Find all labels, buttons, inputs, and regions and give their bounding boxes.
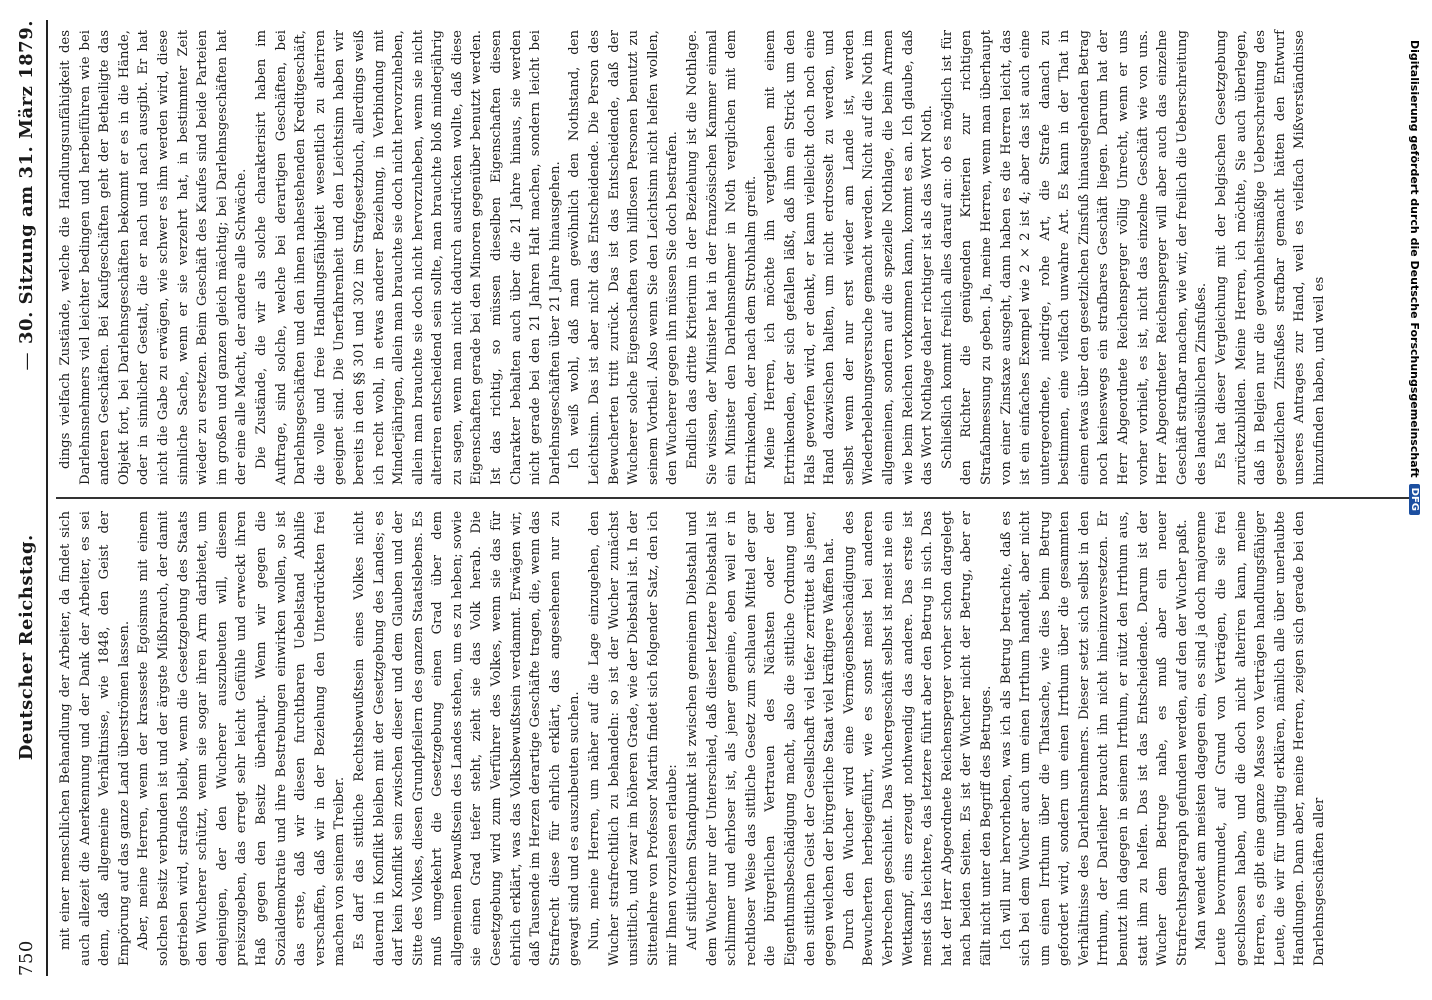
header-separator: — (15, 351, 37, 371)
publication-title: Deutscher Reichstag. (15, 534, 37, 761)
paragraph: Auf sittlichem Standpunkt ist zwischen gemeinem Diebstahl und dem Wucher nur der Unterschied, daß dieser letztere Diebstahl ist schlimmer und ehrloser ist, als jener gemeine, eben weil er in rechtloser Weise das sittliche Gesetz zum schlauen Mittel der gar die bürgerlichen Vertrauen des Nächsten oder der Eigenthumsbeschädigung macht, also die sittliche Ordnung und den sittlichen Geist der Gesellschaft viel tiefer zerrüttet als jener, gegen welchen der bürgerliche Staat viel kräftigere Waffen hat. (685, 511, 838, 966)
paragraph: Meine Herren, ich möchte ihn vergleichen mit einem Ertrinkenden, der sich gefallen läßt, daß ihm ein Strick um den Hals geworfen wird, er denkt, er kann vielleicht doch noch eine Hand dazwischen halten, um nicht erdrosselt zu werden, und selbst wenn der nur erst wieder am Lande ist, werden Wiederbelebungsversuche gemacht werden. Nicht auf die Noth im allgemeinen, sondern auf die spezielle Nothlage, die beim Armen wie beim Reichen vorkommen kann, kommt es an. Ich glaube, daß das Wort Nothlage daher richtiger ist als das Wort Noth. (763, 30, 936, 485)
paragraph: Es hat dieser Vergleichung mit der belgischen Gesetzgebung zurückzubilden. Meine Herren, ich möchte, Sie auch überlegen, daß in Belgien nur die gewohnheitsmäßige Ueberschreitung des gesetzlichen Zinsfußes strafbar gemacht hätten den Entwurf unseres Antrages zur Hand, weil es vielfach Mißverständnisse hinzufinden haben, und weil es (1214, 30, 1327, 485)
dfg-logo: DFG (1410, 484, 1421, 515)
paragraph: dings vielfach Zustände, welche die Handlungsunfähigkeit des Darlehnsnehmers viel leichter bedingen und herbeiführen wie bei anderen Geschäften. Bei Kaufgeschäften geht der Betheiligte das Objekt fort, bei Darlehnsgeschäften bekommt er es in die Hände, oder in sinnlicher Gestalt, die er nach und nach ausgibt. Er hat nicht die Gabe zu erwägen, wie schwer es ihm werden wird, diese sinnliche Sache, wenn er sie verzehrt hat, in bestimmter Zeit wieder zu ersetzen. Beim Geschäft des Kaufes sind beide Parteien im großen und ganzen gleich mächtig; bei Darlehnsgeschäften hat der eine alle Macht, der andere alle Schwäche. (58, 30, 250, 485)
paragraph: Man wendet am meisten dagegen ein, es sind ja doch majorenne Leute bevormundet, auf Grund von Verträgen, die sie frei geschlossen haben, und die doch nicht alteriren kann, meine Herren, es gibt eine ganze Masse von Verträgen handlungsfähiger Leute, die wir für ungiltig erklären, nämlich alle über unerlaubte Handlungen. Dann aber, meine Herren, zeigen sich gerade bei den Darlehnsgeschäften aller (1194, 511, 1327, 966)
page-number: 750 (15, 940, 37, 976)
page-header (8, 20, 44, 976)
paragraph: Endlich das dritte Kriterium in der Beziehung ist die Nothlage. Sie wissen, der Minister hat in der französischen Kammer einmal ein Minister den Darlehnsnehmer in Noth verglichen mit dem Ertrinkenden, der nach dem Strohhalm greift. (685, 30, 759, 485)
text-columns (56, 20, 1414, 976)
column-divider (56, 497, 1414, 499)
header-rule (46, 20, 48, 976)
paragraph: Aber, meine Herren, wenn der krasseste Egoismus mit einem solchen Besitz verbunden ist und der ärgste Mißbrauch, der damit getrieben wird, straflos bleibt, wenn die Gesetzgebung des Staats den Wucherer schützt, wenn sie sogar ihren Arm darbietet, um denjenigen, der den Wucherer auszubeuten will, diesem preiszugeben, das erregt sehr leicht Gefühle und erweckt ihren Haß gegen den Besitz überhaupt. Wenn wir gegen die Sozialdemokratie und ihre Bestrebungen einwirken wollen, so ist das erste, daß wir diesen furchtbaren Uebelstand Abhilfe verschaffen, daß wir in der Beziehung den Unterdrückten frei machen von seinem Treiber. (136, 511, 348, 966)
digitization-credit (1404, 40, 1426, 760)
credit-text: Digitalisierung gefördert durch die Deutsche Forschungsgemeinschaft (1408, 40, 1422, 478)
paragraph: Durch den Wucher wird eine Vermögensbeschädigung des Bewucherten herbeigeführt, wie es sonst meist bei anderen Verbrechen geschieht. Das Wuchergeschäft selbst ist meist nie ein Wettkampf, eins erzeugt nothwendig das andere. Das erste ist meist das leichtere, das letztere führt aber den Betrug in sich. Das hat der Herr Abgeordnete Reichensperger vorher schon dargelegt nach beiden Seiten. Es ist der Wucher nicht der Betrug, aber er fällt nicht unter den Begriff des Betruges. (841, 511, 994, 966)
session-date: 30. Sitzung am 31. März 1879. (15, 20, 37, 344)
paragraph: Schließlich kommt freilich alles darauf an: ob es möglich ist für den Richter die genügenden Kriterien zur richtigen Strafabmessung zu geben. Ja, meine Herren, wenn man überhaupt von einer Zinstaxe ausgeht, dann haben es die Herren leicht, das ist ein einfaches Exempel wie 2 × 2 ist 4; aber das ist auch eine untergeordnete, niedrige, rohe Art, die Strafe danach zu bestimmen, eine vielfach unwahre Art. Es kann in der That in einem etwas über den gesetzlichen Zinsfuß hinausgehenden Betrag noch keineswegs ein strafbares Geschäft liegen. Darum hat der Herr Abgeordnete Reichensperger völlig Unrecht, wenn er uns vorher vorhielt, es ist, nicht das einzelne Geschäft wie von uns. Herr Abgeordneter Reichensperger will aber auch das einzelne Geschäft strafbar machen, wie wir, der freilich die Ueberschreitung des landesüblichen Zinsfußes. (939, 30, 1210, 485)
paragraph: Ich weiß wohl, daß man gewöhnlich den Nothstand, den Leichtsinn. Das ist aber nicht das Entscheidende. Die Person des Bewucherten tritt zurück. Das ist das Entscheidende, daß der Wucherer solche Eigenschaften von hilflosen Personen benutzt zu seinem Vortheil. Also wenn Sie den Leichtsinn nicht helfen wollen, den Wucherer gegen ihn müssen Sie doch bestrafen. (567, 30, 681, 485)
text-column-left (56, 501, 1414, 976)
paragraph: Es darf das sittliche Rechtsbewußtsein eines Volkes nicht dauernd in Konflikt bleiben mit der Gesetzgebung des Landes; es darf kein Konflikt sein zwischen dieser und dem Glauben und der Sitte des Volkes, diesen Grundpfeilern des ganzen Staatslebens. Es muß umgekehrt die Gesetzgebung einen Grad über dem allgemeinen Bewußtsein des Landes stehen, um es zu heben; sowie sie einen Grad tiefer steht, zieht sie das Volk herab. Die Gesetzgebung wird zum Verführer des Volkes, wenn sie das für ehrlich erklärt, was das Volksbewußtsein verdammt. Erwägen wir, daß Tausende im Herzen derartige Geschäfte tragen, die, wenn das Strafrecht diese für ehrlich erklärt, das angesehenen nur zu gewagt sind und es auszubeuten suchen. (351, 511, 583, 966)
paragraph: Die Zustände, die wir als solche charakterisirt haben im Auftrage, sind solche, welche bei derartigen Geschäften, bei Darlehnsgeschäften und den ihnen nahestehenden Kreditgeschäft, die volle und freie Handlungsfähigkeit wesentlich zu alteriren geeignet sind. Die Unerfahrenheit und den Leichtsinn haben wir bereits in den §§ 301 und 302 im Strafgesetzbuch, allerdings weiß ich recht wohl, in etwas anderer Beziehung, in Verbindung mit Minderjährigen, allein man brauchte sie doch nicht hervorzuheben, allein man brauchte sie doch nicht hervorzuheben, wenn sie nicht alteriren entscheidend sein sollte, man brauchte bloß minderjährig zu sagen, wenn man nicht dadurch ausdrücken wollte, daß diese Eigenschaften gerade bei den Minoren gegenüber benutzt werden. Ist das richtig, so müssen dieselben Eigenschaften diesen Charakter behalten auch über die 21 Jahre hinaus, sie werden nicht gerade bei den 21 Jahren Halt machen, sondern leicht bei Darlehnsgeschäften über 21 Jahre hinausgehen. (253, 30, 563, 485)
text-column-right (56, 20, 1414, 495)
paragraph: Nun, meine Herren, um näher auf die Lage einzugehen, den Wucher strafrechtlich zu behandeln: so ist der Wucher zunächst unsittlich, und zwar im höheren Grade, wie der Diebstahl ist. In der Sittenlehre von Professor Martin findet sich folgender Satz, den ich mir Ihnen vorzulesen erlaube: (587, 511, 681, 966)
paragraph: Ich will nur hervorheben, was ich als Betrug betrachte, daß es sich bei dem Wucher auch um einen Irrthum handelt, aber nicht um einen Irrthum über die Thatsache, wie dies beim Betrug gefordert wird, sondern um einen Irrthum über die gesammten Verhältnisse des Darlehnsnehmers. Dieser setzt sich selbst in den Irrthum, der Darleiher braucht ihn nicht hineinzuversetzen. Er benutzt ihn dagegen in seinem Irrthum, er nützt den Irrthum aus, statt ihm zu helfen. Das ist das Entscheidende. Darum ist der Wucher dem Betruge nahe, es muß aber ein neuer Strafrechtsparagraph gefunden werden, auf den der Wucher paßt. (998, 511, 1190, 966)
paragraph: mit einer menschlichen Behandlung der Arbeiter, da findet sich auch allezeit die Anerkennung und der Dank der Arbeiter, es sei denn, daß allgemeine Verhältnisse, wie 1848, den Geist der Empörung auf das ganze Land überströmen lassen. (58, 511, 132, 966)
